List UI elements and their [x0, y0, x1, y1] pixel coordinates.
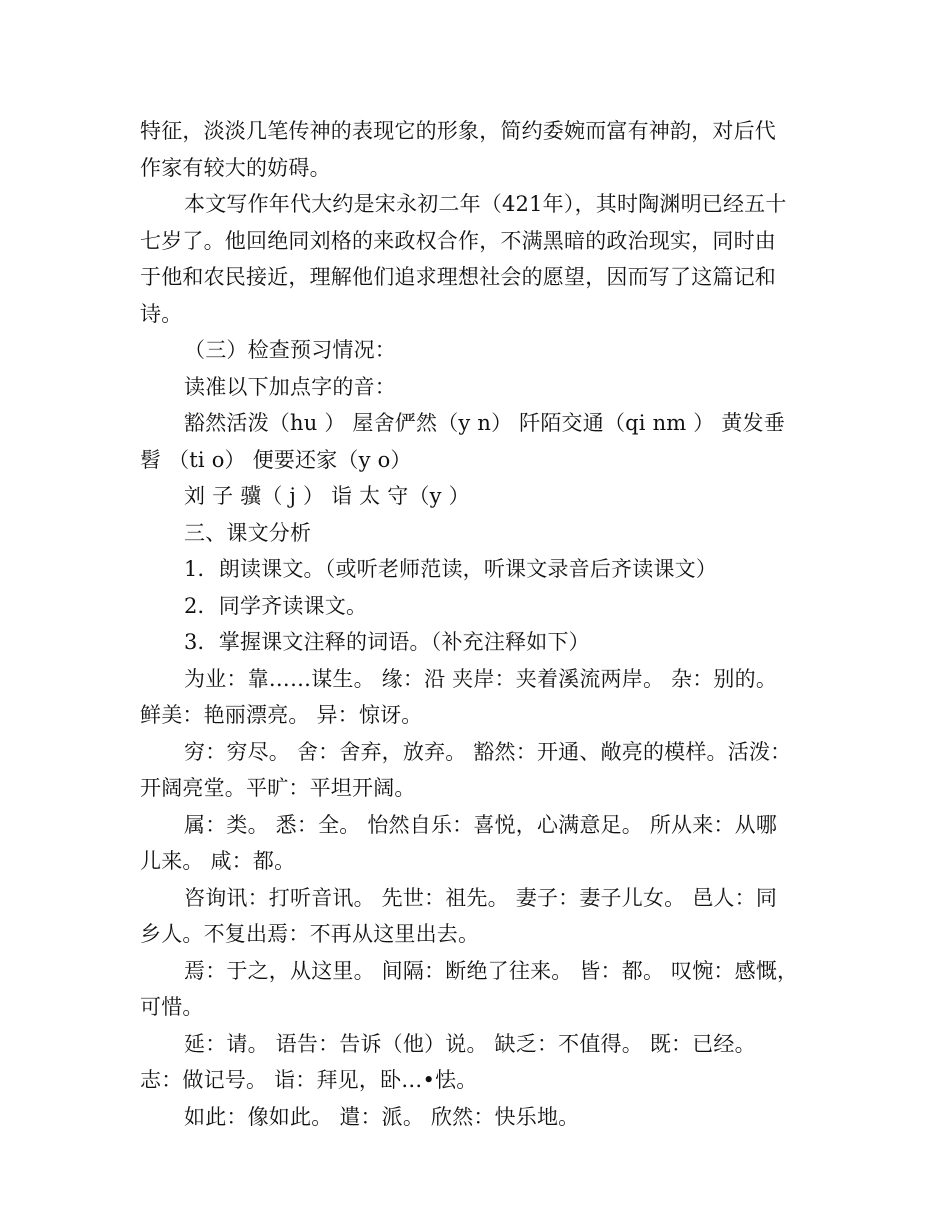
text-line: 特征，淡淡几笔传神的表现它的形象，简约委婉而富有神韵，对后代: [140, 119, 776, 143]
section-heading: 三、课文分析: [184, 520, 312, 545]
text-line: 豁然活泼（hu ） 屋舍俨然（y n） 阡陌交通（qi nm ） 黄发垂: [184, 411, 785, 435]
text-line: 志：做记号。 诣：拜见，卧…•怯。: [140, 1068, 478, 1092]
text-line: 如此：像如此。 遣：派。 欣然：快乐地。: [184, 1104, 580, 1129]
text-line: 读准以下加点字的音：: [184, 374, 396, 399]
text-line: 穷：穷尽。 舍：舍弃，放弃。 豁然：开通、敞亮的模样。活泼：: [184, 739, 792, 764]
list-item: 1．朗读课文。（或听老师范读，听课文录音后齐读课文）: [184, 557, 718, 581]
list-item: 2．同学齐读课文。: [184, 593, 368, 618]
text-line: 可惜。: [140, 995, 204, 1019]
text-line: 诗。: [140, 301, 183, 326]
text-line: 髫 （ti o） 便要还家（y o）: [140, 447, 412, 472]
text-line: 儿来。 咸：都。: [140, 849, 296, 873]
text-line: 焉：于之，从这里。 间隔：断绝了往来。 皆：都。 叹惋：感慨，: [184, 958, 799, 983]
text-line: 刘 子 骥（ j ） 诣 太 守（y ）: [184, 484, 470, 508]
section-heading: （三）检查预习情况：: [184, 338, 396, 362]
text-line: 鲜美：艳丽漂亮。 异：惊讶。: [140, 703, 423, 727]
list-item: 3．掌握课文注释的词语。（补充注释如下）: [184, 630, 590, 654]
text-line: 开阔亮堂。平旷：平坦开阔。: [140, 776, 416, 800]
text-line: 为业：靠……谋生。 缘：沿 夹岸：夹着溪流两岸。 杂：别的。: [184, 666, 778, 691]
text-line: 属：类。 悉：全。 怡然自乐：喜悦，心满意足。 所从来：从哪: [184, 812, 778, 837]
text-line: 于他和农民接近，理解他们追求理想社会的愿望，因而写了这篇记和: [140, 265, 776, 289]
document-body: [140, 113, 830, 1135]
text-line: 作家有较大的妨碍。: [140, 155, 331, 180]
text-line: 延：请。 语告：告诉（他）说。 缺乏：不值得。 既：已经。: [184, 1031, 756, 1056]
text-line: 七岁了。他回绝同刘格的来政权合作，不满黑暗的政治现实，同时由: [140, 228, 776, 253]
text-line: 本文写作年代大约是宋永初二年（421年），其时陶渊明已经五十: [184, 192, 787, 216]
text-line: 咨询讯：打听音讯。 先世：祖先。 妻子：妻子儿女。 邑人：同: [184, 885, 778, 910]
text-line: 乡人。不复出焉：不再从这里出去。: [140, 922, 480, 946]
